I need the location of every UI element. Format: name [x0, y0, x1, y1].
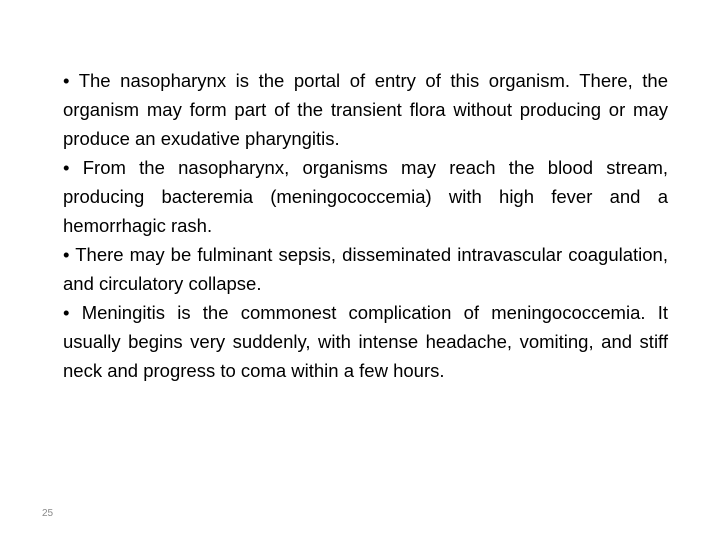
slide-page-number: 25	[42, 508, 54, 519]
bullet-paragraph-portal-of-entry: • The nasopharynx is the portal of entry of this organism. There, the organism may form part of the transient flora without producing or may produce an exudative pharyngitis.	[63, 70, 668, 149]
bullet-paragraph-sepsis: • There may be fulminant sepsis, disseminated intravascular coagulation, and circulatory collapse.	[63, 244, 668, 294]
slide-body-text	[63, 66, 668, 385]
bullet-paragraph-bacteremia: • From the nasopharynx, organisms may reach the blood stream, producing bacteremia (meningococcemia) with high fever and a hemorrhagic rash.	[63, 157, 668, 236]
bullet-paragraph-meningitis: • Meningitis is the commonest complication of meningococcemia. It usually begins very suddenly, with intense headache, vomiting, and stiff neck and progress to coma within a few hours.	[63, 302, 668, 381]
